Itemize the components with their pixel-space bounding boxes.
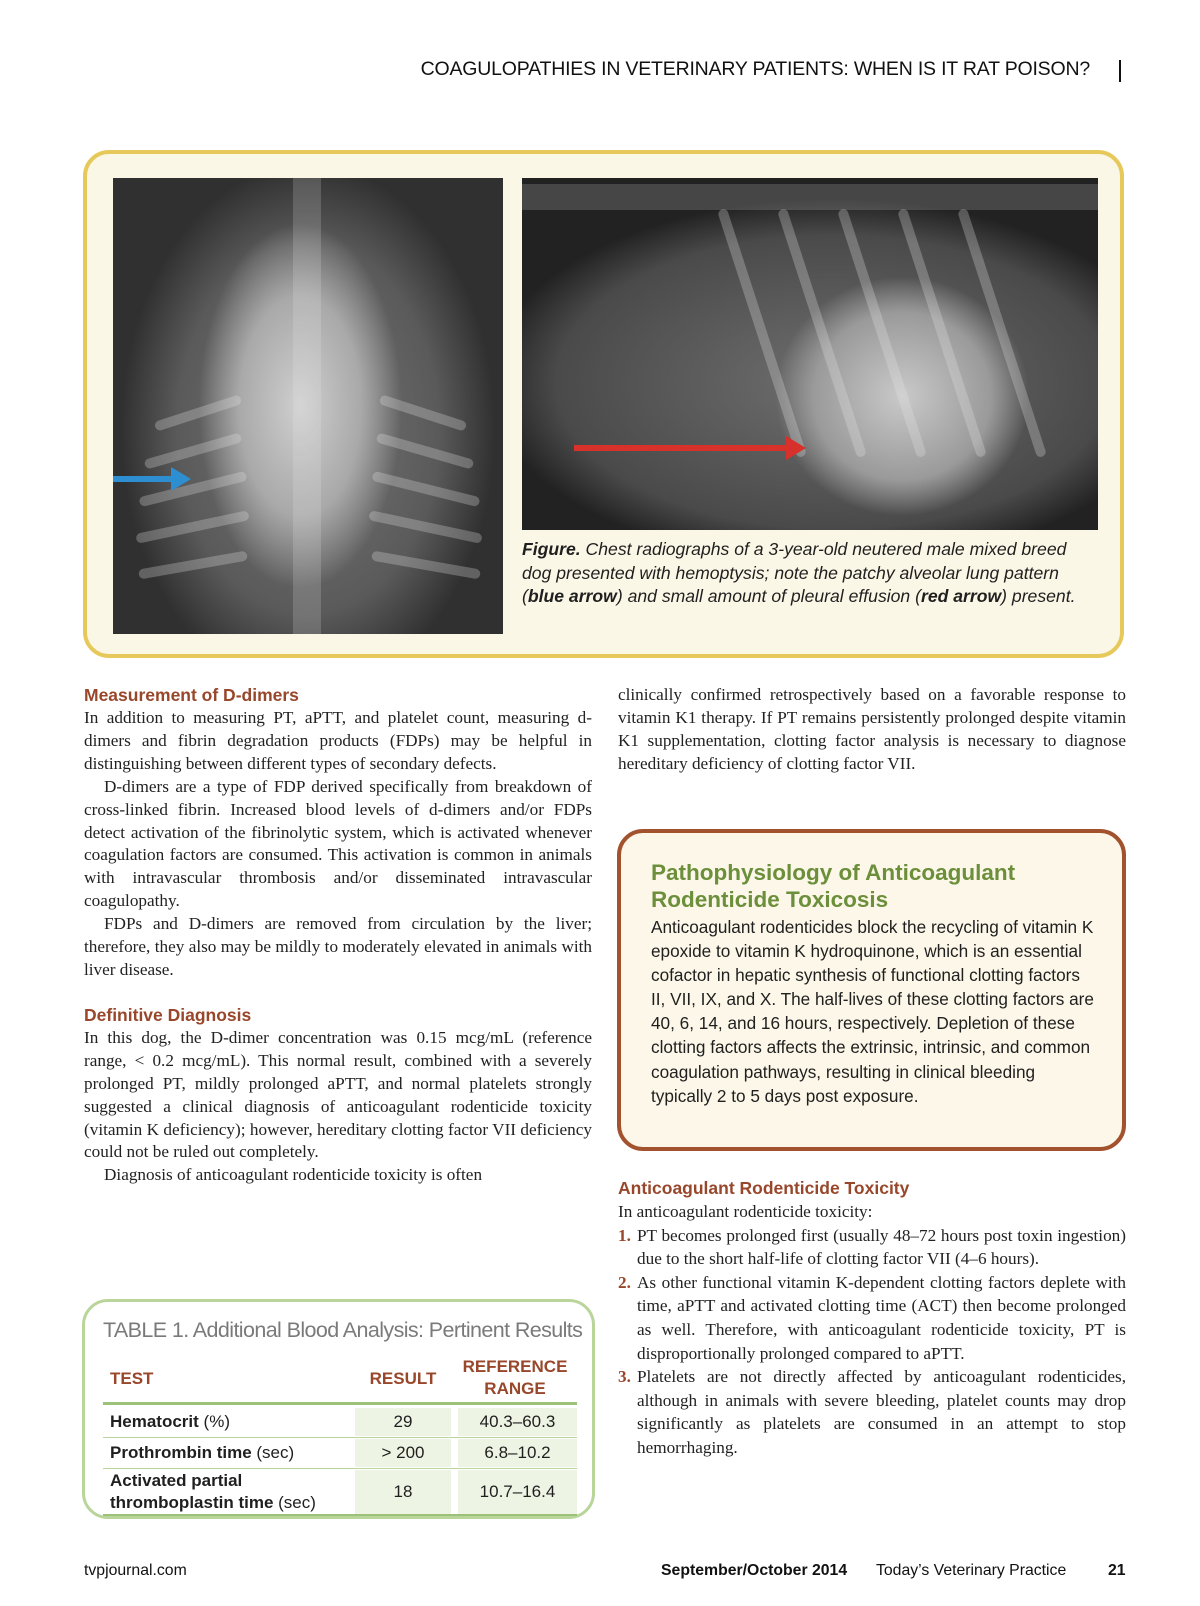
test-unit: (sec): [251, 1443, 295, 1462]
sidebar-title: Pathophysiology of Anticoagulant Rodenticide Toxicosis: [651, 860, 1016, 912]
left-column: [84, 684, 592, 1187]
figure-caption: [522, 538, 1092, 609]
list-number: 3.: [618, 1367, 631, 1387]
list-item-text: Platelets are not directly affected by anticoagulant rodenticides, although in animals with severe bleeding, platelet counts may drop significantly as platelets are consumed in an attempt to stop hemorrhaging.: [637, 1367, 1126, 1457]
table-blood-analysis: [82, 1299, 595, 1519]
caption-blue-arrow: blue arrow: [527, 586, 617, 607]
caption-text-3: ) present.: [1001, 586, 1076, 607]
table-cell-result: 18: [355, 1470, 451, 1514]
paragraph-ddimers-definition: D-dimers are a type of FDP derived specifically from breakdown of cross-linked fibrin. Increased blood levels of d-dimers and/or FDPs detect activation of the fibrinolytic system, which is activated whenever coagulation factors are consumed. This activation is common in animals with intravascular thrombosis and/or disseminated intravascular coagulopathy.: [84, 776, 592, 911]
paragraph-ddimers-intro: In addition to measuring PT, aPTT, and platelet count, measuring d-dimers and fibrin degradation products (FDPs) may be helpful in distinguishing between different types of secondary defects.: [84, 708, 592, 773]
radiograph-lateral-image: [522, 178, 1098, 530]
heading-ddimers: Measurement of D-dimers: [84, 685, 299, 705]
list-item: [618, 1365, 1126, 1459]
test-name: Activated partial thromboplastin time: [110, 1471, 274, 1512]
test-unit: (sec): [273, 1493, 316, 1512]
footer-website: tvpjournal.com: [84, 1562, 187, 1579]
list-item: [618, 1224, 1126, 1271]
figure-panel: [83, 150, 1124, 658]
paragraph-ddimers-liver: FDPs and D-dimers are removed from circulation by the liver; therefore, they also may be mildly to moderately elevated in animals with liver disease.: [84, 914, 592, 979]
table-cell-test: [110, 1470, 350, 1514]
table-row: [103, 1439, 577, 1467]
test-unit: (%): [198, 1412, 230, 1431]
test-name: Hematocrit: [110, 1412, 199, 1431]
table-cell-test: [110, 1439, 350, 1467]
radiograph-ventrodorsal-image: [113, 178, 503, 634]
caption-label: Figure.: [522, 539, 581, 559]
table-row: [103, 1408, 577, 1436]
table-header-test: TEST: [110, 1369, 154, 1388]
caption-text-1: Chest radiographs of a 3-year-old neutered male mixed breed dog presented with hemoptysis; note the patchy alveolar lung pattern (: [522, 539, 1067, 607]
footer-issue: September/October 2014: [661, 1562, 848, 1579]
list-number: 1.: [618, 1225, 631, 1245]
caption-text-2: ) and small amount of pleural effusion (: [616, 586, 921, 607]
table-header-reference: REFERENCE RANGE: [462, 1357, 568, 1398]
running-title-divider: [1119, 60, 1121, 82]
table-cell-reference: 40.3–60.3: [458, 1408, 577, 1436]
list-item: [618, 1271, 1126, 1365]
right-column: [618, 684, 1126, 776]
section-anticoagulant-toxicity: [618, 1177, 1126, 1460]
test-name: Prothrombin time: [110, 1443, 252, 1462]
paragraph-diagnosis: In this dog, the D-dimer concentration was 0.15 mcg/mL (reference range, < 0.2 mcg/mL). This normal result, combined with a severely prolonged PT, mildly prolonged aPTT, and normal platelets strongly suggested a clinical diagnosis of anticoagulant rodenticide toxicity (vitamin K deficiency); however, hereditary clotting factor VII deficiency could not be ruled out completely.: [84, 1027, 592, 1162]
table-cell-test: [110, 1408, 350, 1436]
blue-arrow-icon: [113, 476, 173, 482]
anticoagulant-intro: In anticoagulant rodenticide toxicity:: [618, 1202, 873, 1221]
table-cell-reference: 10.7–16.4: [458, 1470, 577, 1514]
red-arrow-icon: [574, 445, 788, 451]
sidebar-pathophysiology: [617, 829, 1126, 1151]
heading-definitive-diagnosis: Definitive Diagnosis: [84, 1004, 252, 1025]
anticoagulant-list: [618, 1224, 1126, 1460]
table-row: [103, 1470, 577, 1514]
table-header-result: RESULT: [369, 1369, 437, 1388]
paragraph-confirmation: clinically confirmed retrospectively based on a favorable response to vitamin K1 therapy. If PT remains persistently prolonged despite vitamin K1 supplementation, clotting factor analysis is necessary to diagnose hereditary deficiency of clotting factor VII.: [618, 685, 1126, 773]
table-cell-result: 29: [355, 1408, 451, 1436]
table-cell-reference: 6.8–10.2: [458, 1439, 577, 1467]
table-title: TABLE 1. Additional Blood Analysis: Pertinent Results: [103, 1318, 583, 1342]
sidebar-body: Anticoagulant rodenticides block the recycling of vitamin K epoxide to vitamin K hydroquinone, which is an essential cofactor in hepatic synthesis of functional clotting factors II, VII, IX, and X. The half-lives of these clotting factors are 40, 6, 14, and 16 hours, respectively. Depletion of these clotting factors affects the extrinsic, intrinsic, and common coagulation pathways, resulting in clinical bleeding typically 2 to 5 days post exposure.: [651, 917, 1094, 1106]
list-item-text: As other functional vitamin K-dependent clotting factors deplete with time, aPTT and activated clotting time (ACT) then become prolonged as well. Therefore, with anticoagulant rodenticide toxicity, PT is disproportionally prolonged compared to aPTT.: [637, 1272, 1126, 1363]
list-number: 2.: [618, 1272, 631, 1292]
list-item-text: PT becomes prolonged first (usually 48–72 hours post toxin ingestion) due to the short half-life of clotting factor VII (4–6 hours).: [637, 1225, 1126, 1269]
table-header-rule: [103, 1402, 577, 1405]
footer-page-number: 21: [1108, 1562, 1126, 1579]
footer-journal: Today’s Veterinary Practice: [876, 1562, 1067, 1579]
running-title: COAGULOPATHIES IN VETERINARY PATIENTS: WHEN IS IT RAT POISON?: [420, 58, 1090, 80]
table-cell-result: > 200: [355, 1439, 451, 1467]
heading-anticoagulant-toxicity: Anticoagulant Rodenticide Toxicity: [618, 1178, 910, 1198]
caption-red-arrow: red arrow: [920, 586, 1002, 607]
paragraph-diagnosis-continued: Diagnosis of anticoagulant rodenticide toxicity is often: [104, 1165, 483, 1185]
